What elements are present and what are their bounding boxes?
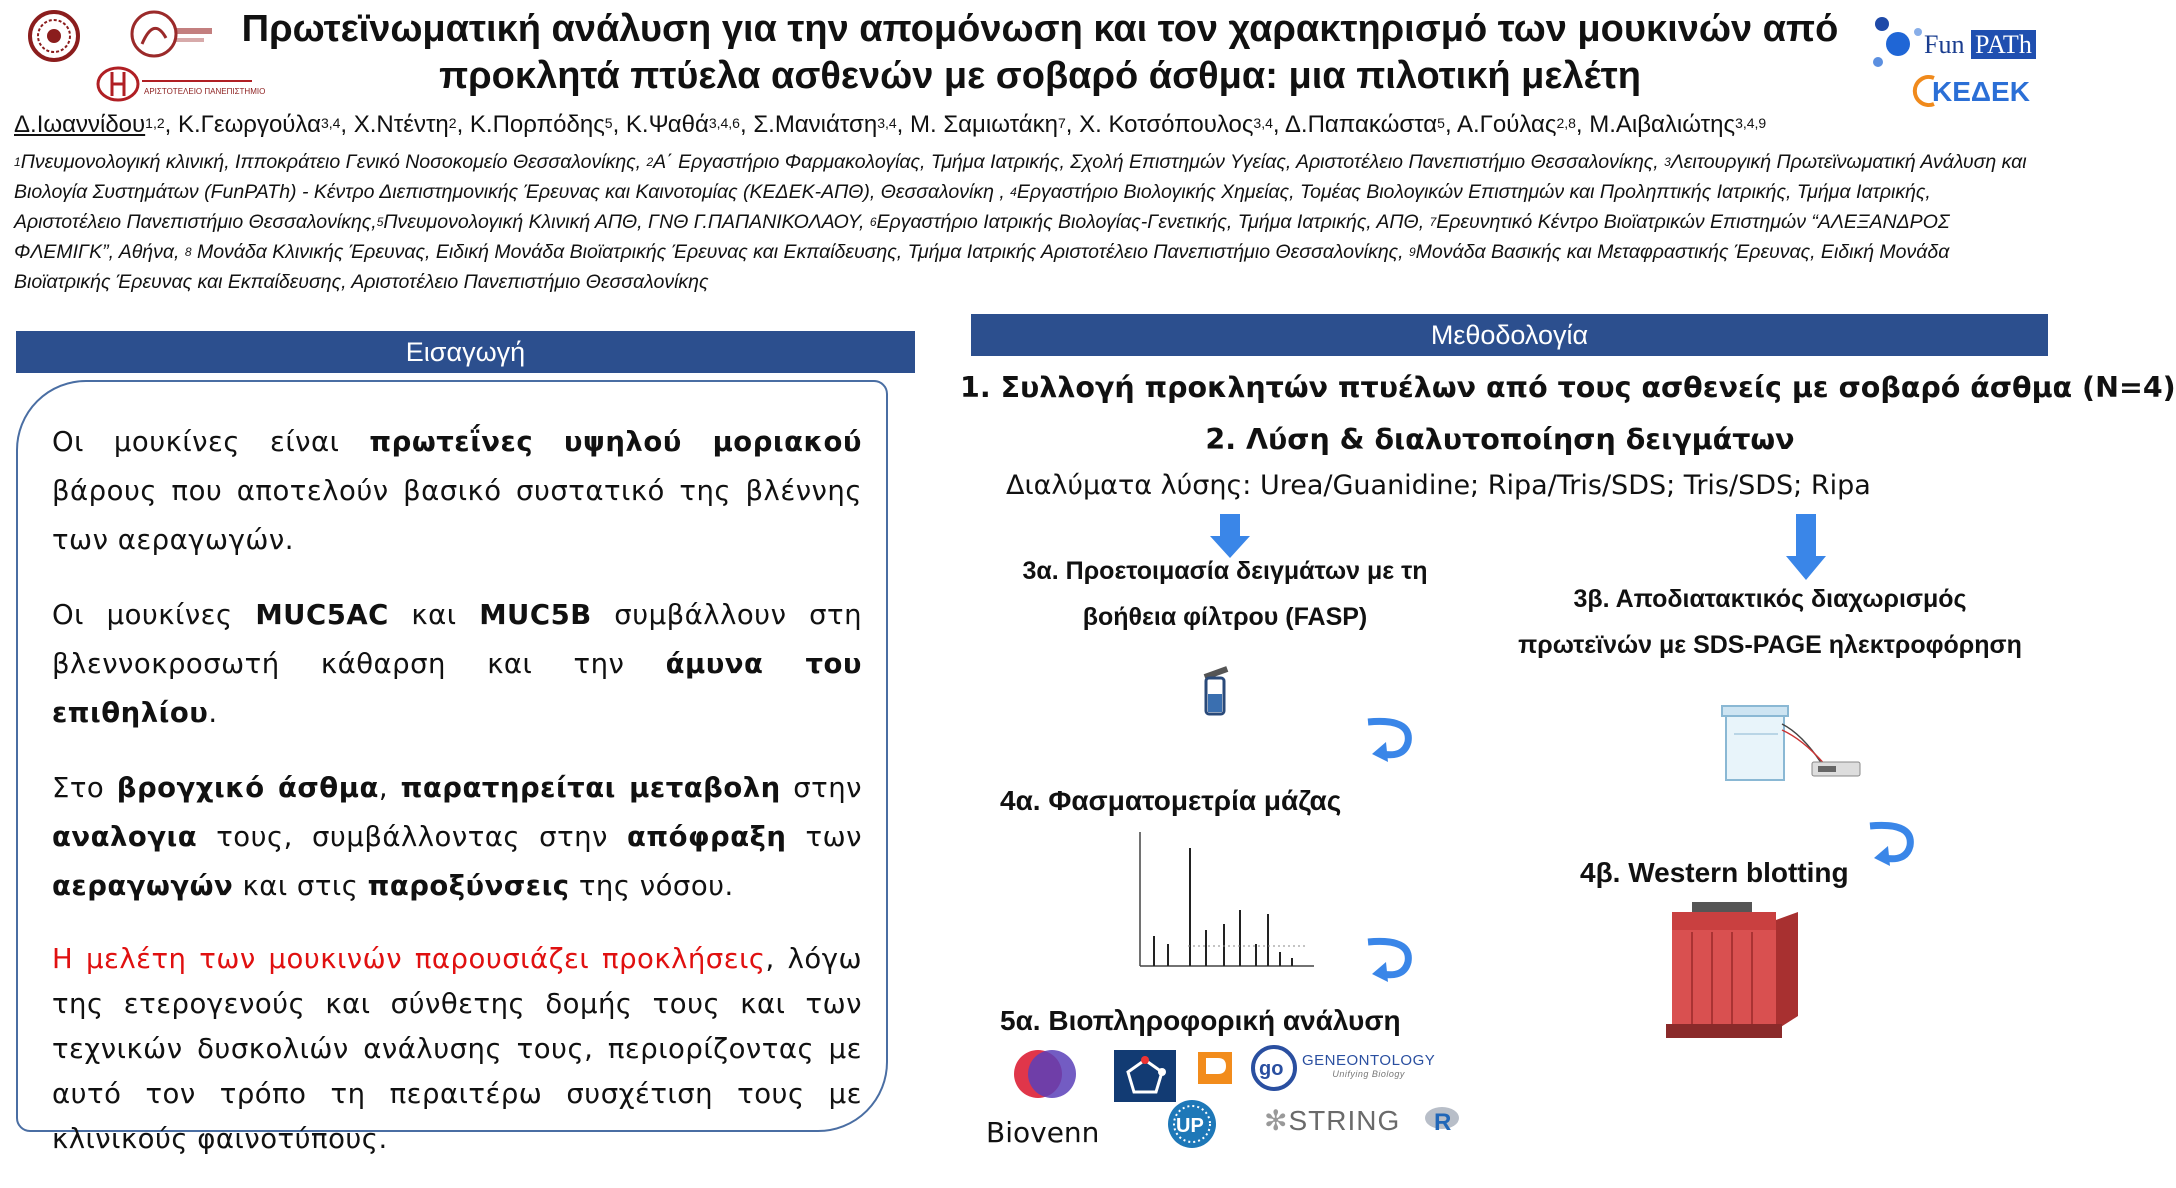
- step-3b: 3β. Αποδιατακτικός διαχωρισμός πρωτεϊνών με SDS-PAGE ηλεκτροφόρηση: [1518, 585, 2022, 659]
- step-3a: 3α. Προετοιμασία δειγμάτων με τη βοήθεια φίλτρου (FASP): [1022, 557, 1428, 631]
- intro-paragraph-3: Στο βρογχικό άσθμα, παρατηρείται μεταβολη στην αναλογια τους, συμβάλλοντας στην απόφραξη των αεραγωγών και στις παροξύνσεις της νόσου.: [52, 772, 863, 902]
- author: Χ.Ντέντη: [353, 111, 449, 138]
- string-label: STRING: [1288, 1105, 1401, 1136]
- curved-arrow-icon: [1364, 932, 1416, 984]
- author: Μ.Αιβαλιώτης: [1589, 111, 1736, 138]
- kedek-logo: ΚΕΔΕΚ: [1932, 76, 2030, 107]
- affiliation: Πνευμονολογική κλινική, Ιπποκράτειο Γενικό Νοσοκομείο Θεσσαλονίκης,: [20, 151, 647, 173]
- intro-header: Εισαγωγή: [16, 331, 915, 373]
- university-logos: [14, 6, 264, 102]
- affiliations: $^1$Πνευμονολογική κλινική, Ιπποκράτειο Γενικό Νοσοκομείο Θεσσαλονίκης, $^2$Α΄ Εργαστήριο Φαρμακολογίας, Τμήμα Ιατρικής, Σχολή Επιστημών Υγείας, Αριστοτέλειο Πανεπιστήμιο Θεσσαλονίκης, $^3$Λειτουργική Πρωτεϊνωματική Ανάλυση και Βιολογία Συστημάτων (FunPATh) - Κέντρο Διεπιστημονικής Έρευνας και Καινοτομίας (ΚΕΔΕΚ-ΑΠΘ), Θεσσαλονίκη , $^4$Εργαστήριο Βιολογικής Χημείας, Τομέας Βιολογικών Επιστημών και Προληπτικής Ιατρικής, Τμήμα Ιατρικής, Αριστοτέλειο Πανεπιστήμιο Θεσσαλονίκης,$^5$Πνευμονολογική Κλινική ΑΠΘ, ΓΝΘ Γ.ΠΑΠΑΝΙΚΟΛΑΟΥ, $^6$Εργαστήριο Ιατρικής Βιολογίας-Γενετικής, Τμήμα Ιατρικής, ΑΠΘ, $^7$Ερευνητικό Κέντρο Βιοϊατρικών Επιστημών “ΑΛΕΞΑΝΔΡΟΣ ΦΛΕΜΙΓΚ”, Αθήνα, $^8$ Μονάδα Κλινικής Έρευνας, Ειδική Μονάδα Βιοϊατρικής Έρευνας και Εκπαίδευσης, Τμήμα Ιατρικής Αριστοτέλειο Πανεπιστήμιο Θεσσαλονίκης, $^9$Μονάδα Βασικής και Μεταφραστικής Έρευνας, Ειδική Μονάδα Βιοϊατρικής Έρευνας και Εκπαίδευσης, Αριστοτέλειο Πανεπιστήμιο Θεσσαλονίκης: [14, 151, 2027, 293]
- author: Δ.Παπακώστα: [1284, 111, 1438, 138]
- auth-seal-logo: [30, 12, 78, 60]
- author: Κ.Πορπόδης: [469, 111, 605, 138]
- gene-ontology-logo: [1302, 1052, 1435, 1079]
- string-db-logo: [1264, 1104, 1400, 1137]
- author: Κ.Ψαθά: [625, 111, 709, 138]
- affiliation: Α΄ Εργαστήριο Φαρμακολογίας, Τμήμα Ιατρικής, Σχολή Επιστημών Υγείας, Αριστοτέλειο Πανεπιστήμιο Θεσσαλονίκης,: [653, 151, 1665, 173]
- poster-title: [230, 6, 1850, 100]
- step-4a: 4α. Φασματομετρία μάζας: [1000, 785, 1342, 816]
- western-blot-tank-icon: [1652, 896, 1808, 1048]
- svg-text:R: R: [1434, 1109, 1452, 1136]
- title-line-1: Πρωτεϊνωματική ανάλυση για την απομόνωση και τον χαρακτηρισμό των μουκινών από: [241, 8, 1839, 50]
- step-4b: 4β. Western blotting: [1580, 857, 1849, 888]
- reactome-logo: [1198, 1048, 1238, 1088]
- title-line-2: προκλητά πτύελα ασθενών με σοβαρό άσθμα: μια πιλοτική μελέτη: [439, 55, 1641, 97]
- affiliation: Λειτουργική Πρωτεϊνωματική Ανάλυση και Βιολογία Συστημάτων (FunPATh) - Κέντρο Διεπιστημονικής Έρευνας και Καινοτομίας (ΚΕΔΕΚ-ΑΠΘ), Θεσσαλονίκη ,: [14, 151, 2027, 203]
- affiliation: Πνευμονολογική Κλινική ΑΠΘ, ΓΝΘ Γ.ΠΑΠΑΝΙΚΟΛΑΟΥ,: [383, 211, 870, 233]
- author: Α.Γούλας: [1456, 111, 1557, 138]
- biovenn-logo: [1012, 1044, 1078, 1106]
- methods-header: Μεθοδολογία: [971, 314, 2048, 356]
- lysis-solutions: Διαλύματα λύσης: Urea/Guanidine; Ripa/Tris/SDS; Tris/SDS; Ripa: [1006, 470, 1871, 501]
- intro-paragraph-2: Οι μουκίνες MUC5AC και MUC5B συμβάλλουν στη βλεννοκροσωτή κάθαρση και την άμυνα του επιθηλίου.: [52, 599, 862, 729]
- author: Χ. Κοτσόπουλος: [1079, 111, 1254, 138]
- affiliation: Εργαστήριο Ιατρικής Βιολογίας-Γενετικής, Τμήμα Ιατρικής, ΑΠΘ,: [876, 211, 1430, 233]
- svg-text:UP: UP: [1176, 1115, 1204, 1137]
- filter-tube-icon: [1196, 664, 1242, 722]
- r-language-logo: [1424, 1104, 1460, 1136]
- uniprot-logo: [1166, 1098, 1218, 1150]
- string-star-icon: ✻: [1264, 1105, 1289, 1136]
- funpath-path-text: PATh: [1971, 30, 2036, 59]
- arrow-down-icon: [1784, 512, 1828, 582]
- seal-caption: ΑΡΙΣΤΟΤΕΛΕΙΟ ΠΑΝΕΠΙΣΤΗΜΙΟ: [144, 87, 266, 96]
- step-5a: 5α. Βιοπληροφορική ανάλυση: [1000, 1005, 1401, 1036]
- affiliation: Ερευνητικό Κέντρο Βιοϊατρικών Επιστημών “ΑΛΕΞΑΝΔΡΟΣ ΦΛΕΜΙΓΚ”, Αθήνα,: [14, 211, 1950, 263]
- gene-ontology-label: GENEONTOLOGY: [1302, 1052, 1436, 1069]
- gene-ontology-tagline: Unifying Biology: [1332, 1069, 1405, 1079]
- step-2: 2. Λύση & διαλυτοποίηση δειγμάτων: [1205, 423, 1795, 456]
- intro-paragraph-1: Οι μουκίνες είναι πρωτεΐνες υψηλού μοριακού βάρους που αποτελούν βασικό συστατικό της βλέννης των αεραγωγών.: [52, 426, 862, 556]
- funpath-logo: [1924, 30, 2036, 60]
- sds-page-apparatus-icon: [1708, 694, 1872, 790]
- curved-arrow-icon: [1364, 712, 1416, 764]
- gene-ontology-go-icon: [1250, 1044, 1298, 1092]
- biovenn-label: Biovenn: [986, 1116, 1100, 1149]
- mass-spectrum-icon: [1128, 826, 1318, 976]
- step-1: 1. Συλλογή προκλητών πτυέλων από τους ασθενείς με σοβαρό άσθμα (Ν=4): [960, 371, 2176, 404]
- intro-text: [52, 418, 862, 1188]
- medical-school-logo: [132, 12, 212, 56]
- funpath-kedek-logos: [1868, 10, 2044, 110]
- svg-text:go: go: [1259, 1058, 1284, 1080]
- author: Μ. Σαμιωτάκη: [910, 111, 1058, 138]
- pathway-tool-logo: [1114, 1050, 1176, 1102]
- author: Κ.Γεωργούλα: [177, 111, 321, 138]
- affiliation: Μονάδα Βασικής και Μεταφραστικής Έρευνας, Ειδική Μονάδα Βιοϊατρικής Έρευνας και Εκπαίδευσης, Αριστοτέλειο Πανεπιστήμιο Θεσσαλονίκης: [14, 241, 1950, 293]
- author: Σ.Μανιάτση: [753, 111, 878, 138]
- author-presenting: Δ.Ιωαννίδου: [14, 111, 146, 138]
- author-list: Δ.Ιωαννίδου$^{1,2}$, Κ.Γεωργούλα$^{3,4}$, Χ.Ντέντη$^2$, Κ.Πορπόδης$^5$, Κ.Ψαθά$^{3,4,6}$, Σ.Μανιάτση$^{3,4}$, Μ. Σαμιωτάκη$^7$, Χ. Κοτσόπουλος$^{3,4}$, Δ.Παπακώστα$^5$, Α.Γούλας$^{2,8}$, Μ.Αιβαλιώτης$^{3,4,9}$: [14, 111, 1767, 138]
- intro-paragraph-4: Η μελέτη των μουκινών παρουσιάζει προκλήσεις, λόγω της ετερογενούς και σύνθετης δομής τους και των τεχνικών δυσκολιών ανάλυσης τους, περιορίζοντας με αυτό τον τρόπο τη περαιτέρω συσχέτιση τους με κλινικούς φαινοτύπους.: [52, 943, 863, 1155]
- funpath-dots-icon: [1868, 10, 1928, 82]
- funpath-fun-text: Fun: [1924, 30, 1965, 59]
- affiliation: Μονάδα Κλινικής Έρευνας, Ειδική Μονάδα Βιοϊατρικής Έρευνας και Εκπαίδευσης, Τμήμα Ιατρικής Αριστοτέλειο Πανεπιστήμιο Θεσσαλονίκης,: [191, 241, 1409, 263]
- affiliation: Εργαστήριο Βιολογικής Χημείας, Τομέας Βιολογικών Επιστημών και Προληπτικής Ιατρικής, Τμήμα Ιατρικής, Αριστοτέλειο Πανεπιστήμιο Θεσσαλονίκης,: [14, 181, 1931, 233]
